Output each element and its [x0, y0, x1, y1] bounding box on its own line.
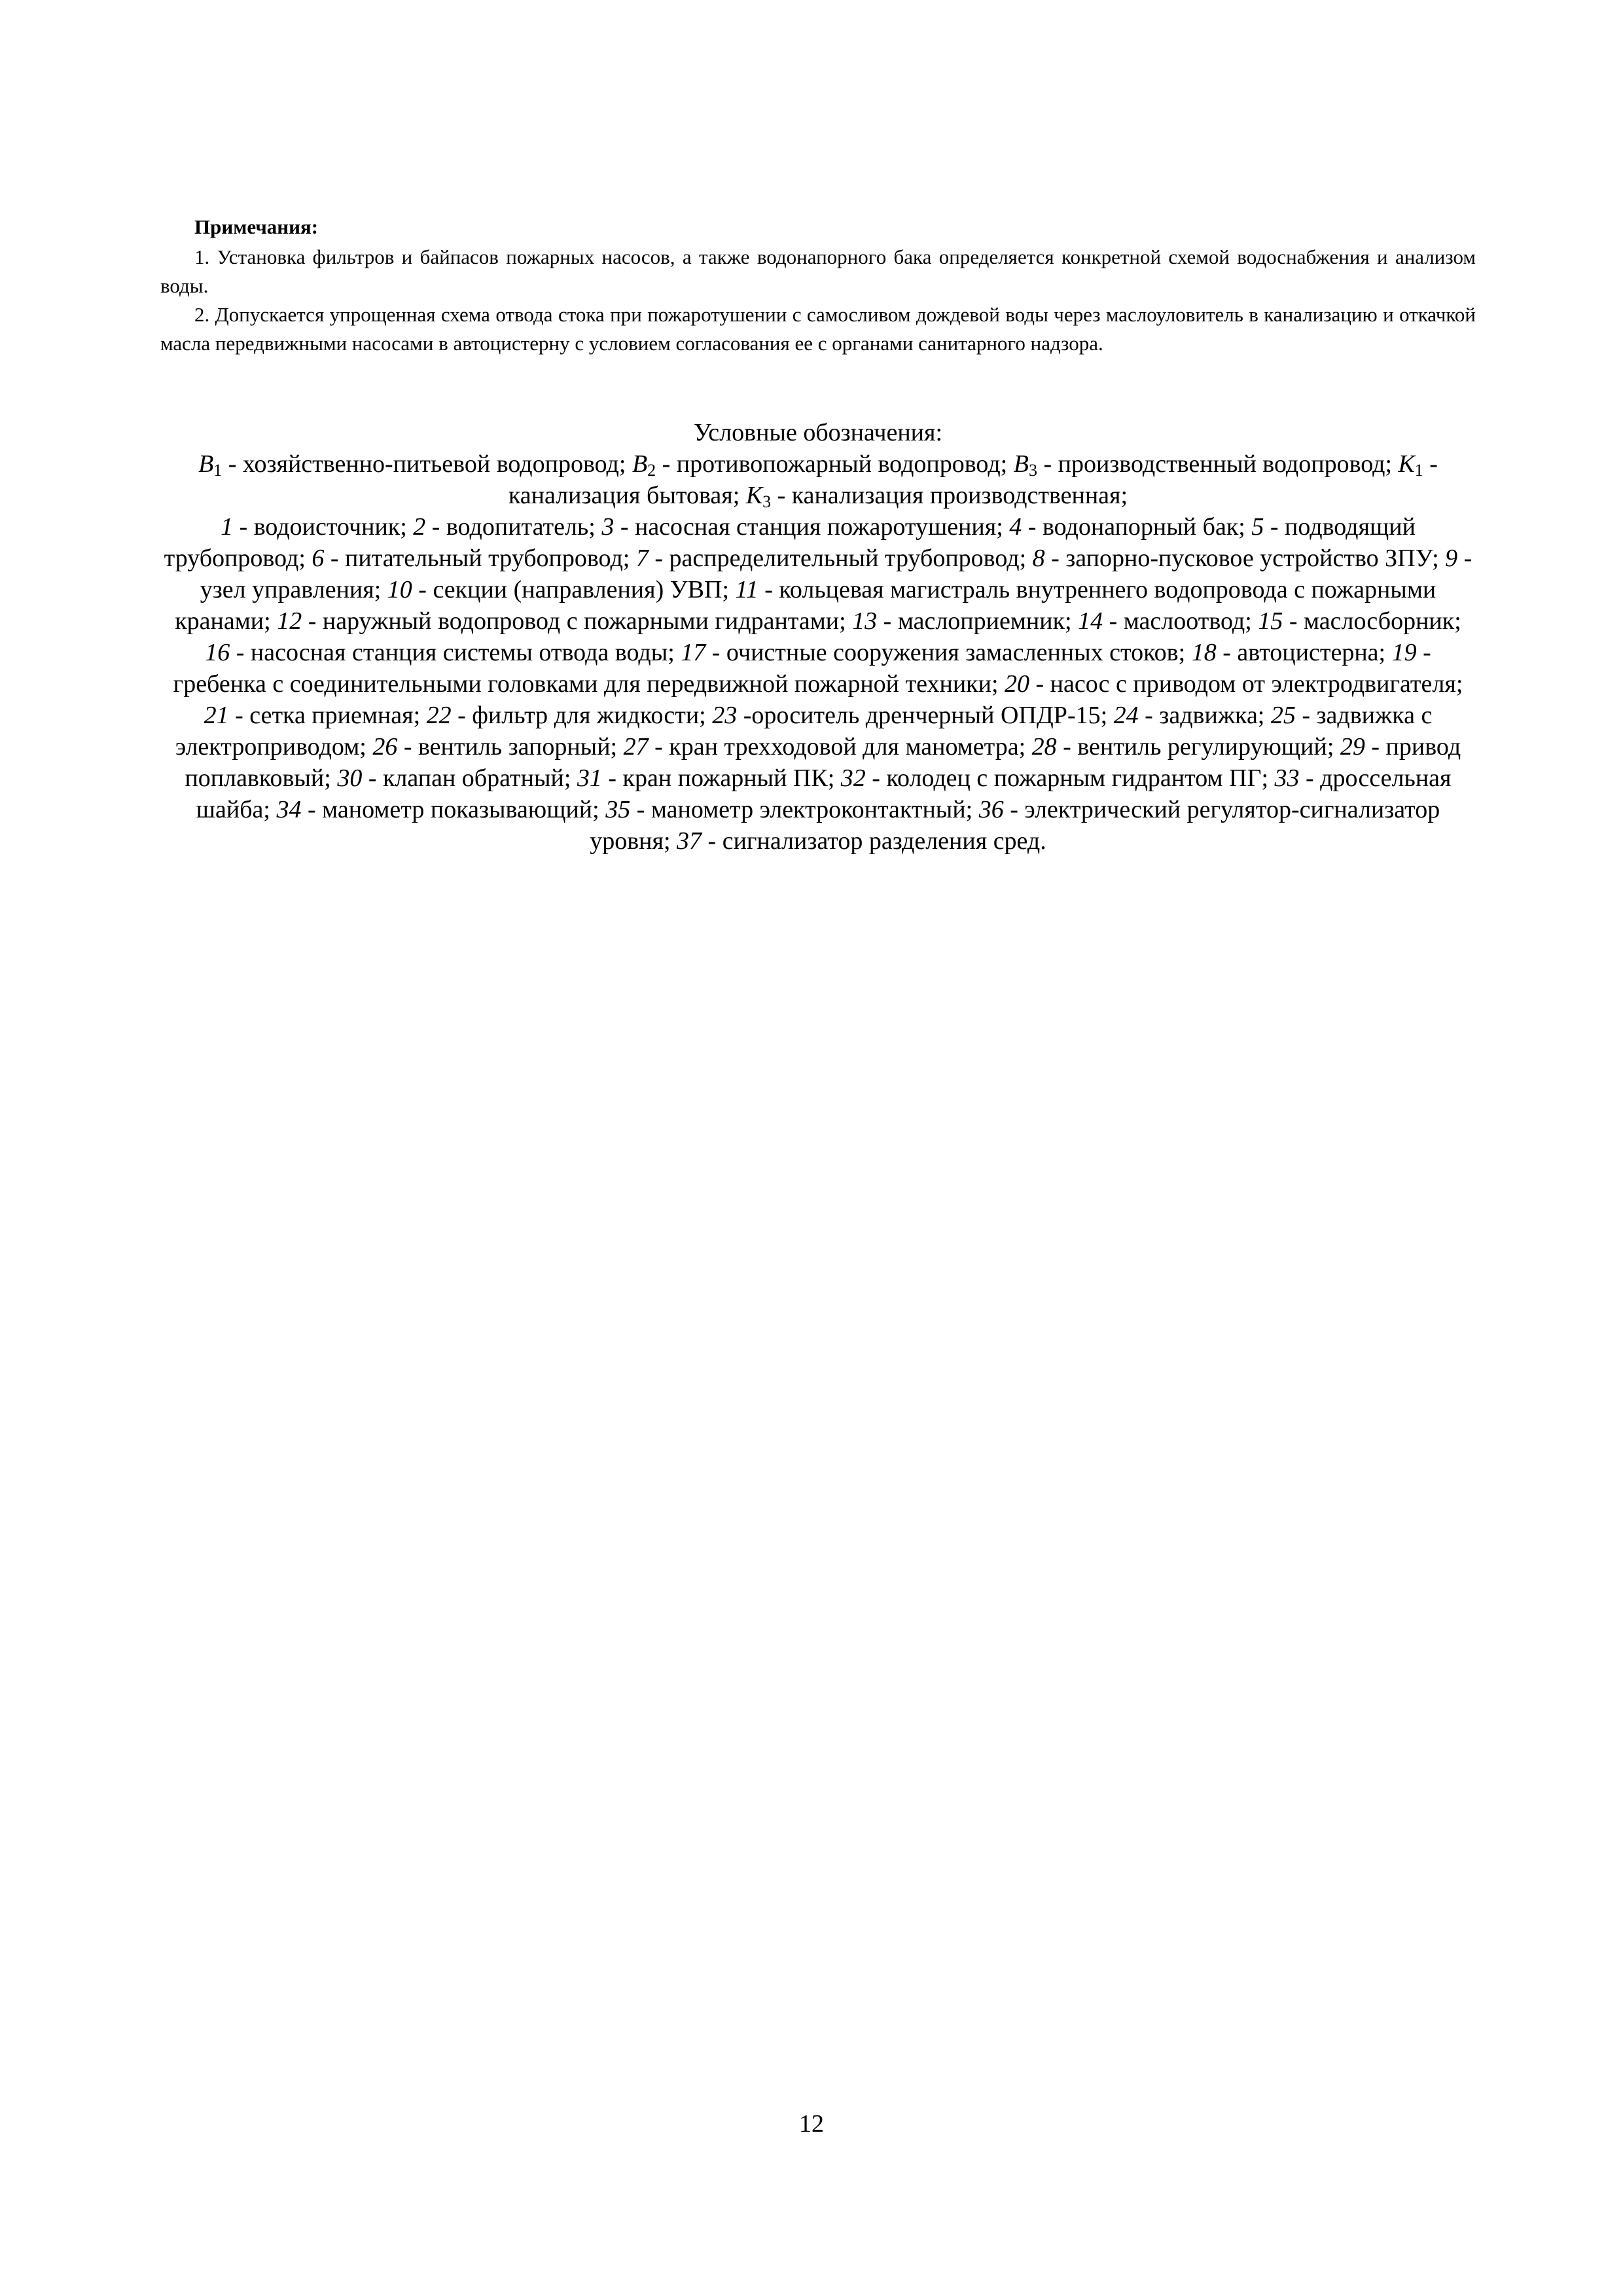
- legend-item-description: - запорно-пусковое устройство ЗПУ;: [1044, 545, 1446, 572]
- legend-item-description: - автоцистерна;: [1216, 639, 1392, 666]
- legend-item-number: 14: [1078, 607, 1103, 635]
- legend-item-description: - водонапорный бак;: [1022, 513, 1252, 541]
- legend-item-description: - манометр показывающий;: [301, 796, 606, 823]
- legend-pipe-code: К: [1398, 450, 1415, 478]
- legend-item-number: 26: [372, 733, 398, 761]
- legend-item-number: 32: [840, 764, 866, 792]
- legend-item-description: - наружный водопровод с пожарными гидрантами;: [302, 607, 853, 635]
- legend-item-description: - задвижка с электроприводом;: [175, 702, 1433, 761]
- legend-item-description: - фильтр для жидкости;: [451, 702, 713, 729]
- legend-item-number: 27: [623, 733, 649, 761]
- legend-item-description: -ороситель дренчерный ОПДР-15;: [737, 702, 1114, 729]
- legend-item-list: [164, 513, 1472, 855]
- legend-item-number: 20: [1005, 670, 1030, 698]
- legend-item-number: 22: [426, 702, 452, 729]
- legend-item-number: 12: [277, 607, 302, 635]
- legend-item-number: 15: [1258, 607, 1283, 635]
- legend-pipe-description: - канализация производственная;: [771, 482, 1128, 509]
- legend-item-entry: [1192, 639, 1392, 666]
- legend-item-number: 30: [337, 764, 363, 792]
- legend-pipe-entry: [632, 450, 1014, 478]
- legend-item-description: - маслоотвод;: [1103, 607, 1258, 635]
- legend-pipe-entry: [1014, 450, 1399, 478]
- legend-item-description: - маслосборник;: [1283, 607, 1461, 635]
- legend-pipe-code-index: 3: [1028, 461, 1037, 480]
- legend-item-number: 33: [1274, 764, 1300, 792]
- legend-item-entry: [387, 576, 736, 603]
- note-item-1: 1. Установка фильтров и байпасов пожарных насосов, а также водонапорного бака определяется конкретной схемой водоснабжения и анализом воды.: [160, 245, 1476, 297]
- legend-item-number: 23: [712, 702, 738, 729]
- legend-item-description: - водопитатель;: [425, 513, 602, 541]
- legend-item-number: 17: [681, 639, 706, 666]
- legend-pipe-description: - канализация бытовая;: [508, 450, 1438, 509]
- legend-item-number: 19: [1391, 639, 1417, 666]
- legend-item-entry: [205, 639, 681, 666]
- legend-item-number: 37: [677, 827, 702, 855]
- legend-item-description: - сетка приемная;: [228, 702, 427, 729]
- legend-item-description: - клапан обратный;: [362, 764, 577, 792]
- legend-item-description: - задвижка;: [1138, 702, 1271, 729]
- legend-item-number: 1: [221, 513, 234, 541]
- legend-pipe-description: - противопожарный водопровод;: [656, 450, 1014, 478]
- legend-pipe-entry: [198, 450, 632, 478]
- legend-item-description: - насосная станция системы отвода воды;: [230, 639, 681, 666]
- legend-item-entry: [636, 545, 1033, 572]
- legend-item-number: 18: [1191, 639, 1217, 666]
- legend-item-description: - маслоприемник;: [877, 607, 1079, 635]
- legend-item-number: 24: [1113, 702, 1139, 729]
- legend-item-number: 21: [204, 702, 229, 729]
- legend-item-description: - манометр электроконтактный;: [630, 796, 979, 823]
- legend-item-number: 3: [601, 513, 615, 541]
- legend-item-entry: [1009, 513, 1251, 541]
- legend-pipe-list: [198, 450, 1438, 509]
- legend-item-number: 28: [1031, 733, 1057, 761]
- note-item-2: 2. Допускается упрощенная схема отвода стока при пожаротушении с самосливом дождевой воды через маслоуловитель в канализацию и откачкой масла передвижными насосами в автоцистерну с условием согласования ее с органами санитарного надзора.: [160, 303, 1476, 355]
- legend-item-entry: [221, 513, 413, 541]
- legend-item-description: - колодец с пожарным гидрантом ПГ;: [865, 764, 1275, 792]
- legend-item-entry: [1032, 733, 1340, 761]
- legend-item-entry: [1033, 545, 1446, 572]
- legend-item-number: 7: [635, 545, 649, 572]
- legend-item-entry: [852, 607, 1078, 635]
- legend-item-number: 36: [978, 796, 1004, 823]
- legend-pipe-code-index: 2: [647, 461, 656, 480]
- legend-pipe-entry: [746, 482, 1128, 509]
- legend-item-description: - электрический регулятор-сигнализатор уровня;: [590, 796, 1440, 855]
- legend-item-entry: [277, 607, 852, 635]
- legend-item-entry: [312, 545, 635, 572]
- legend-item-description: - питательный трубопровод;: [324, 545, 636, 572]
- legend-item-entry: [712, 702, 1113, 729]
- legend-item-description: - привод поплавковый;: [185, 733, 1461, 792]
- legend-item-entry: [577, 764, 841, 792]
- legend-item-description: - дроссельная шайба;: [196, 764, 1452, 823]
- legend-pipe-code-index: 1: [1414, 461, 1423, 480]
- legend-item-entry: [1258, 607, 1461, 635]
- legend-pipe-code: В: [198, 450, 214, 478]
- legend-pipe-description: - хозяйственно-питьевой водопровод;: [222, 450, 632, 478]
- legend-item-entry: [427, 702, 713, 729]
- legend-item-entry: [681, 639, 1191, 666]
- legend-item-description: - очистные сооружения замасленных стоков;: [705, 639, 1192, 666]
- legend-item-number: 25: [1270, 702, 1296, 729]
- legend-item-entry: [276, 796, 605, 823]
- legend-item-description: - кран пожарный ПК;: [601, 764, 841, 792]
- legend-pipe-code: К: [745, 482, 763, 509]
- legend-item-entry: [841, 764, 1275, 792]
- legend-item-number: 35: [605, 796, 631, 823]
- legend-item-number: 29: [1340, 733, 1365, 761]
- legend-item-number: 31: [577, 764, 602, 792]
- legend-item-description: - насос с приводом от электродвигателя;: [1029, 670, 1463, 698]
- legend-item-description: - сигнализатор разделения сред.: [702, 827, 1046, 855]
- legend-item-entry: [413, 513, 601, 541]
- legend-item-description: - вентиль запорный;: [397, 733, 624, 761]
- legend-item-number: 4: [1009, 513, 1022, 541]
- legend-item-description: - вентиль регулирующий;: [1056, 733, 1340, 761]
- legend-pipe-code: В: [632, 450, 648, 478]
- legend-item-entry: [337, 764, 577, 792]
- legend-item-description: - гребенка с соединительными головками для передвижной пожарной техники;: [173, 639, 1431, 698]
- legend-item-description: - насосная станция пожаротушения;: [614, 513, 1010, 541]
- legend-item-entry: [372, 733, 623, 761]
- legend-item-number: 11: [735, 576, 758, 603]
- legend-item-entry: [677, 827, 1046, 855]
- legend-item-description: - кран трехходовой для манометра;: [648, 733, 1032, 761]
- legend-item-entry: [1114, 702, 1271, 729]
- legend-item-number: 5: [1251, 513, 1264, 541]
- legend-item-entry: [204, 702, 427, 729]
- legend-item-description: - секции (направления) УВП;: [412, 576, 736, 603]
- legend-item-description: - узел управления;: [200, 545, 1472, 603]
- legend-item-description: - кольцевая магистраль внутреннего водопровода с пожарными кранами;: [175, 576, 1436, 635]
- legend-title: Условные обозначения:: [693, 419, 943, 446]
- legend-item-number: 8: [1032, 545, 1045, 572]
- legend-item-number: 13: [852, 607, 878, 635]
- notes-section: [160, 213, 1476, 358]
- legend-item-entry: [624, 733, 1032, 761]
- page-number: 12: [799, 2110, 824, 2138]
- legend-item-number: 6: [312, 545, 325, 572]
- legend-item-description: - распределительный трубопровод;: [648, 545, 1033, 572]
- legend-section: [160, 417, 1476, 857]
- legend-pipe-code: В: [1013, 450, 1029, 478]
- legend-item-entry: [605, 796, 979, 823]
- legend-item-number: 2: [413, 513, 426, 541]
- legend-pipe-code-index: 3: [762, 492, 772, 511]
- legend-item-number: 16: [205, 639, 230, 666]
- notes-heading: Примечания:: [194, 215, 319, 238]
- legend-item-entry: [1005, 670, 1463, 698]
- legend-item-number: 9: [1445, 545, 1458, 572]
- legend-item-description: - подводящий трубопровод;: [164, 513, 1416, 572]
- legend-body: [160, 448, 1476, 857]
- legend-item-description: - водоисточник;: [233, 513, 414, 541]
- legend-pipe-description: - производственный водопровод;: [1037, 450, 1399, 478]
- legend-item-number: 10: [387, 576, 412, 603]
- legend-item-entry: [601, 513, 1009, 541]
- legend-item-number: 34: [276, 796, 302, 823]
- legend-pipe-code-index: 1: [213, 461, 223, 480]
- legend-item-entry: [1078, 607, 1258, 635]
